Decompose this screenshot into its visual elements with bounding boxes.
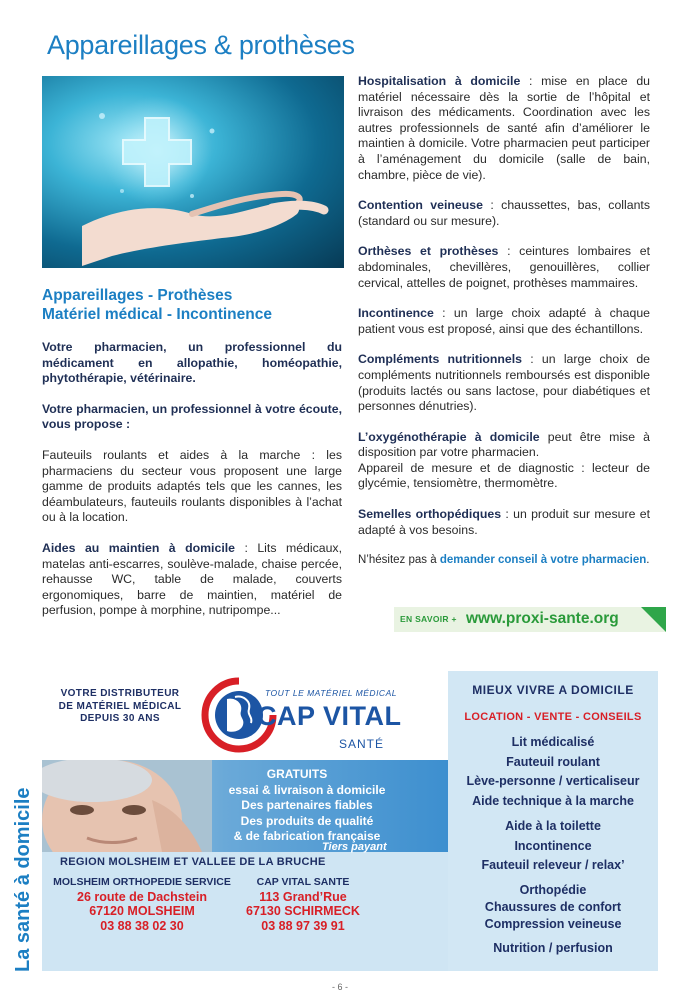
list-item: Compression veineuse: [484, 916, 622, 931]
logo-subtitle: SANTÉ: [339, 737, 385, 751]
cap-vital-advert: [42, 671, 658, 971]
service-item: Incontinence : un large choix adapté à chaque patient vous est proposé, ainsi que des échantillons.: [358, 306, 650, 336]
list-item: Chaussures de confort: [484, 899, 622, 914]
phone-number[interactable]: 03 88 38 02 30: [100, 918, 184, 933]
list-item: Nutrition / perfusion: [493, 940, 613, 955]
service-item: Appareil de mesure et de diagnostic : lecteur de glycémie, tensiomètre, thermomètre.: [358, 460, 650, 491]
right-subheading: LOCATION - VENTE - CONSEILS: [464, 711, 642, 723]
advice-link[interactable]: demander conseil à votre pharmacien: [439, 554, 647, 567]
offer-intro: Votre pharmacien, un professionnel à votre écoute, vous propose :: [42, 401, 342, 432]
free-services-block: GRATUITS essai & livraison à domicile Des partenaires fiables Des produits de qualité & de fabrication française: [228, 767, 386, 843]
list-item: Fauteuil roulant: [506, 754, 600, 769]
list-item: Incontinence: [514, 838, 592, 853]
website-link[interactable]: www.proxi-sante.org: [466, 610, 619, 627]
home-support-paragraph: Aides au maintien à domicile : Lits médicaux, matelas anti-escarres, soulève-malade, chaise percée, rehausse WC, table de malade, couverts ergonomiques, barre de maintien, matériel de perfusion, pompe à morphine, nutripompe...: [42, 540, 342, 618]
service-item: Compléments nutritionnels : un large choix de compléments nutritionnels remboursés est disponible (produits lactés ou sans lactose, pour diabétiques et personnes dénutries).: [358, 352, 651, 414]
list-item: Aide à la toilette: [505, 819, 601, 833]
closing-line: N’hésitez pas à demander conseil à votre pharmacien.: [358, 554, 650, 567]
list-item: Lève-personne / verticaliseur: [466, 774, 640, 788]
subheading-line-1: Appareillages - Prothèses: [42, 287, 233, 304]
service-item: L’oxygénothérapie à domicile peut être mise à disposition par votre pharmacien.: [358, 429, 650, 460]
list-item: Orthopédie: [519, 882, 587, 897]
page-title: Appareillages & prothèses: [47, 30, 355, 60]
hero-image: [42, 76, 344, 268]
shop-molsheim: MOLSHEIM ORTHOPEDIE SERVICE 26 route de Dachstein 67120 MOLSHEIM 03 88 38 02 30: [44, 875, 240, 933]
list-item: Fauteuil releveur / relax’: [481, 858, 625, 872]
cap-vital-logo: [199, 675, 409, 755]
intro-paragraph: Votre pharmacien, un professionnel du médicament en allopathie, homéopathie, phytothérapie, vétérinaire.: [42, 340, 342, 386]
product-list: [448, 733, 658, 958]
service-item: Hospitalisation à domicile : mise en place du matériel nécessaire dès la sortie de l’hôpital et livraison des médicaments. Coordination avec les autres professionnels de santé afin d’améliorer le maintien à domicile. Votre pharmacien peut participer à l’aménagement du domicile (salle de bain, chambre, pièce de vie).: [358, 74, 650, 182]
list-item: Lit médicalisé: [511, 735, 595, 749]
right-heading: MIEUX VIVRE A DOMICILE: [472, 683, 634, 697]
service-item: Orthèses et prothèses : ceintures lombaires et abdominales, chevillères, genouillères, collier cervical, attelles de poignet, prothèses mammaires.: [358, 244, 650, 290]
corner-triangle-icon: [641, 607, 666, 632]
left-column: [42, 340, 342, 634]
learn-more-label: EN SAVOIR +: [400, 614, 457, 624]
service-item: Semelles orthopédiques : un produit sur mesure et adapté à vos besoins.: [358, 507, 650, 537]
section-subheading: [42, 286, 342, 324]
subheading-line-2: Matériel médical - Incontinence: [42, 306, 272, 323]
distributor-tagline: VOTRE DISTRIBUTEUR DE MATÉRIEL MÉDICAL DEPUIS 30 ANS: [58, 688, 182, 724]
side-section-title: La santé à domicile: [12, 787, 34, 972]
hand-cross-illustration: [42, 76, 344, 268]
logo-brand: CAP VITAL: [257, 701, 402, 731]
third-party-payment: Tiers payant: [322, 841, 387, 853]
region-heading: REGION MOLSHEIM ET VALLEE DE LA BRUCHE: [60, 856, 326, 868]
right-column: [358, 74, 650, 584]
service-item: Contention veineuse : chaussettes, bas, collants (standard ou sur mesure).: [358, 198, 650, 228]
wheelchair-paragraph: Fauteuils roulants et aides à la marche : les pharmaciens du secteur vous proposent une large gamme de produits adaptés tels que les cannes, les déambulateurs, fauteuils roulants disponibles à l’achat ou à la location.: [42, 447, 342, 525]
list-item: Aide technique à la marche: [472, 793, 634, 808]
phone-number[interactable]: 03 88 97 39 91: [261, 918, 345, 933]
page-number: - 6 -: [331, 982, 348, 992]
logo-tagline: TOUT LE MATÉRIEL MÉDICAL: [265, 688, 397, 698]
shop-schirmeck: CAP VITAL SANTE 113 Grand’Rue 67130 SCHIRMECK 03 88 97 39 91: [238, 875, 368, 933]
learn-more-banner[interactable]: [394, 607, 666, 632]
